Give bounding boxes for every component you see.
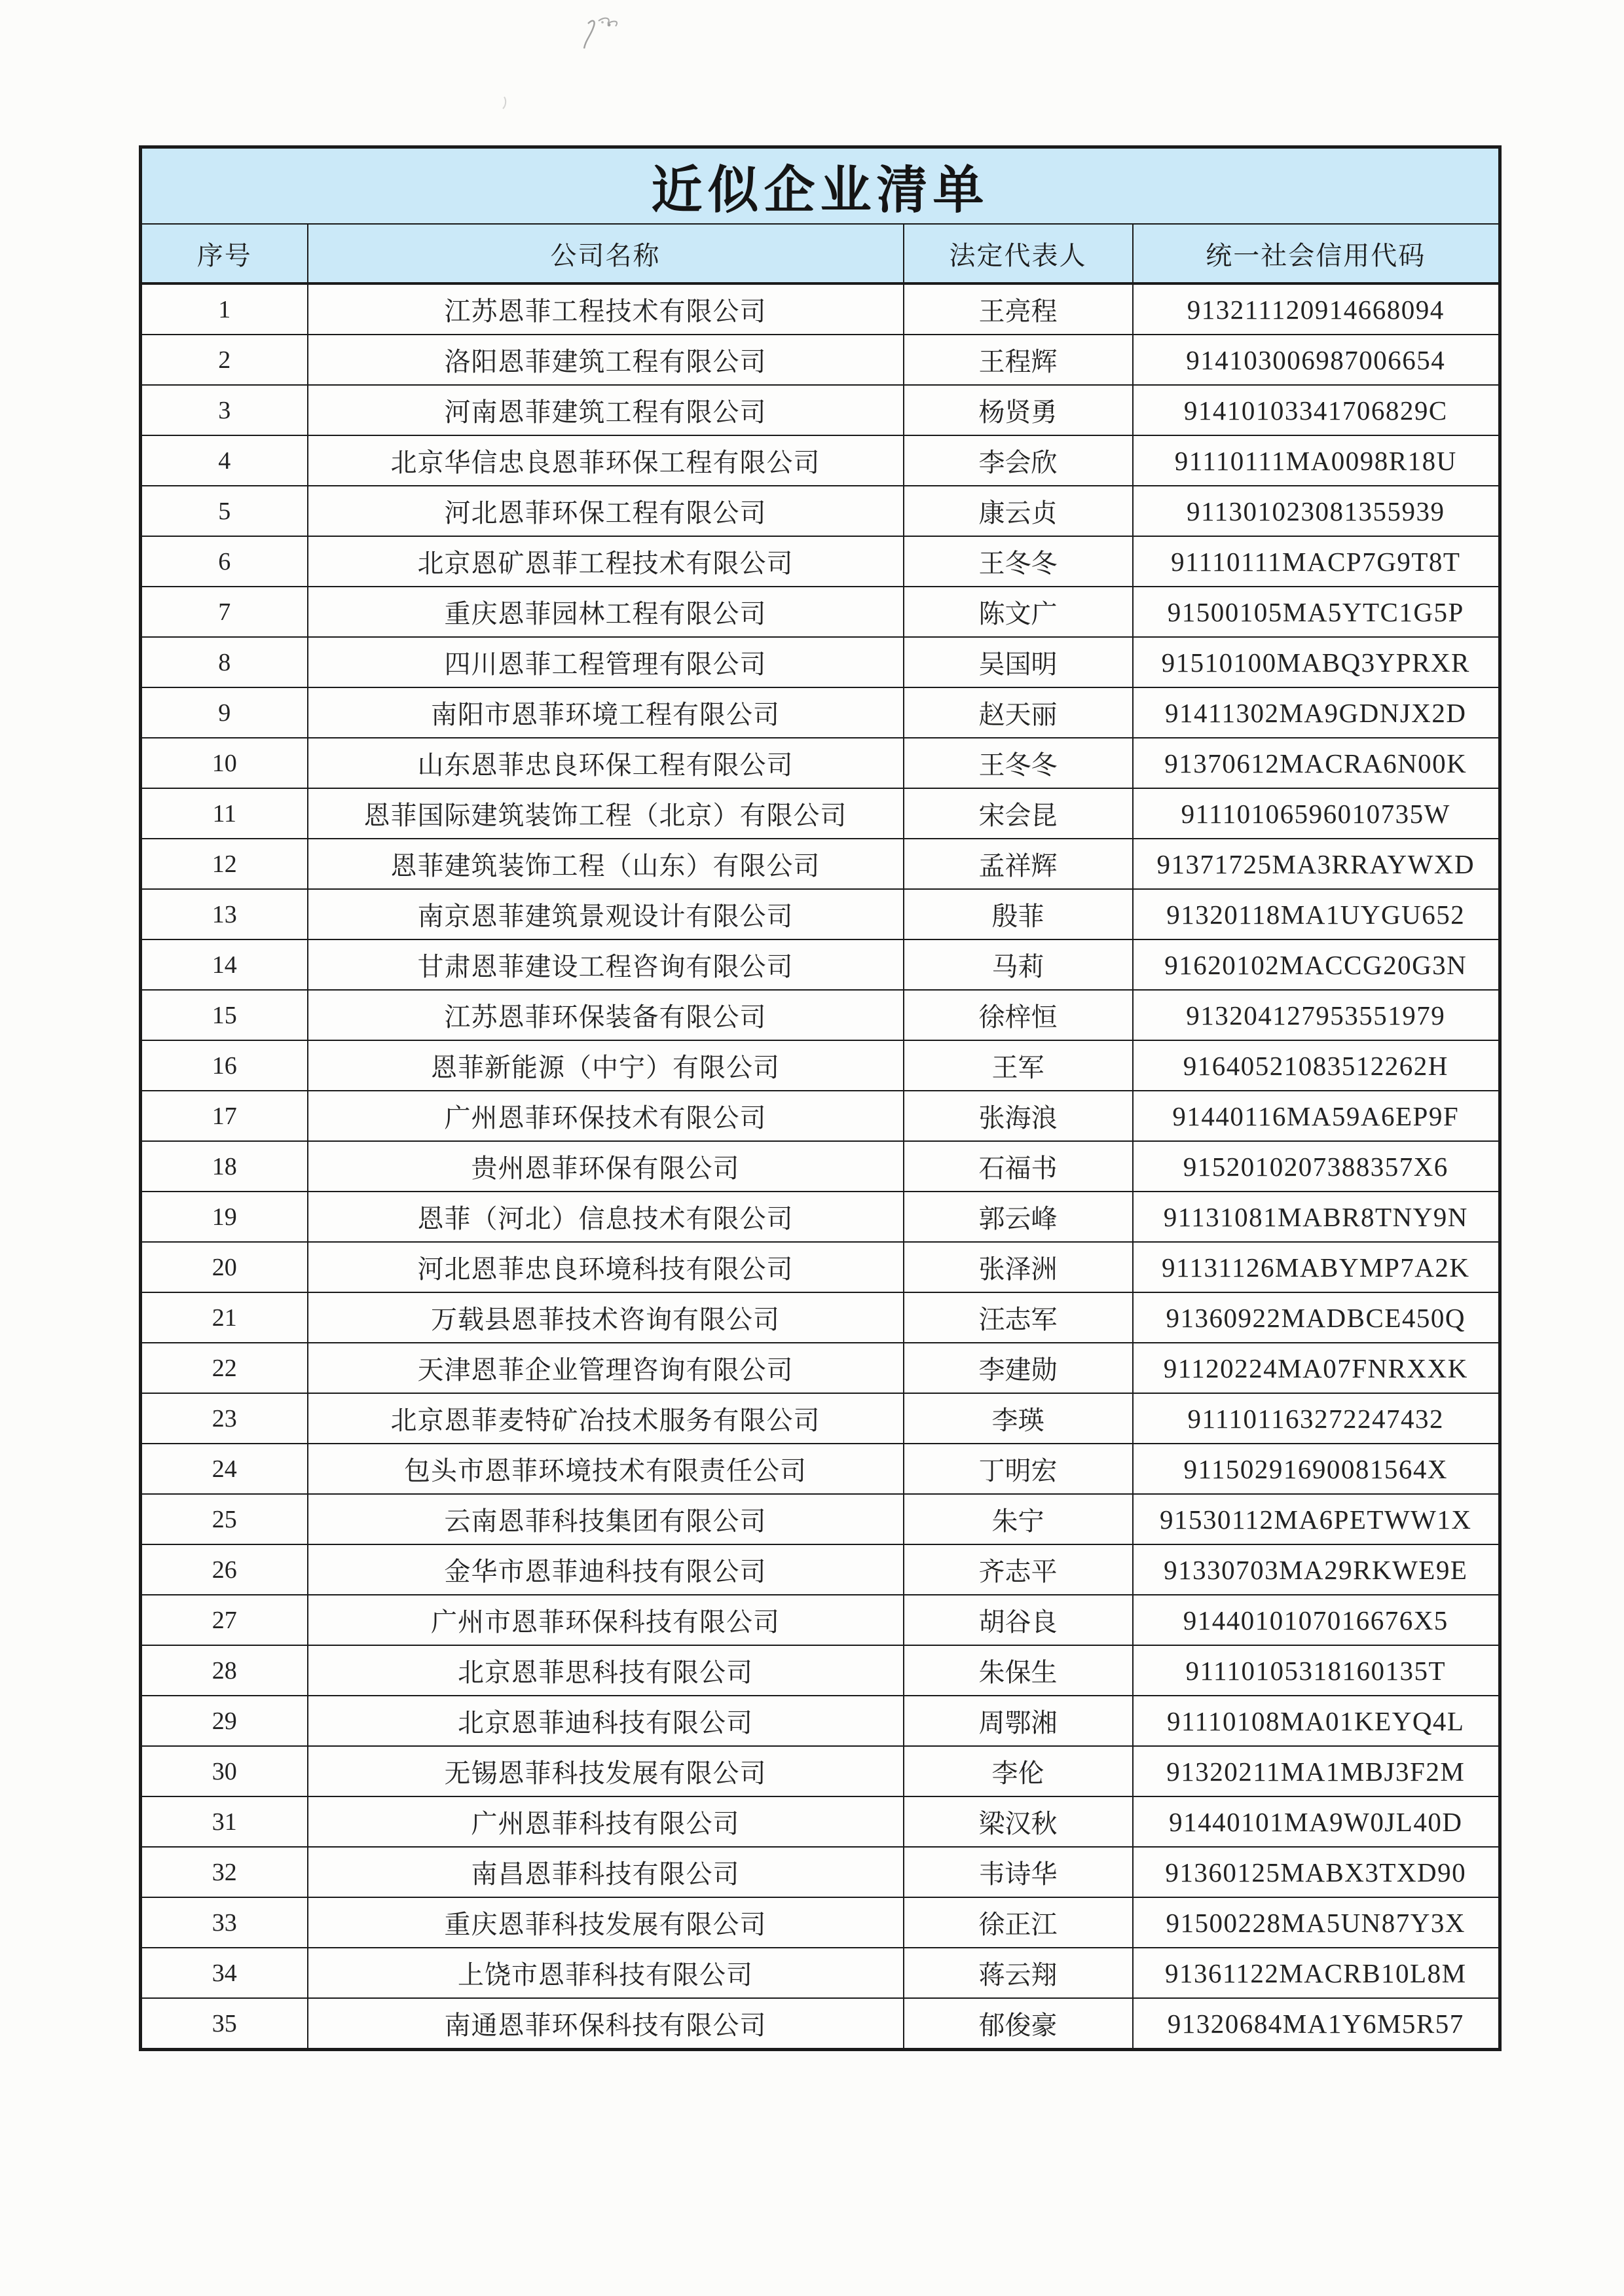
cell-company: 上饶市恩菲科技有限公司	[308, 1948, 904, 1998]
cell-no: 8	[141, 637, 308, 687]
table-row	[141, 1343, 1500, 1393]
cell-no: 1	[141, 283, 308, 335]
col-header-no: 序号	[141, 224, 308, 283]
cell-no: 5	[141, 486, 308, 536]
table-row	[141, 889, 1500, 939]
cell-credit-code: 913211120914668094	[1133, 283, 1500, 335]
cell-legal-rep: 汪志军	[904, 1292, 1133, 1343]
cell-credit-code: 91110111MACP7G9T8T	[1133, 536, 1500, 587]
table-row	[141, 1847, 1500, 1897]
cell-legal-rep: 李伦	[904, 1746, 1133, 1796]
cell-credit-code: 91131126MABYMP7A2K	[1133, 1242, 1500, 1292]
cell-credit-code: 91371725MA3RRAYWXD	[1133, 839, 1500, 889]
cell-no: 24	[141, 1444, 308, 1494]
col-header-company: 公司名称	[308, 224, 904, 283]
table-row	[141, 1544, 1500, 1595]
cell-company: 河北恩菲忠良环境科技有限公司	[308, 1242, 904, 1292]
cell-company: 洛阳恩菲建筑工程有限公司	[308, 335, 904, 385]
cell-credit-code: 91530112MA6PETWW1X	[1133, 1494, 1500, 1544]
cell-credit-code: 91320118MA1UYGU652	[1133, 889, 1500, 939]
cell-company: 北京恩菲思科技有限公司	[308, 1645, 904, 1696]
cell-credit-code: 9144010107016676X5	[1133, 1595, 1500, 1645]
cell-company: 广州市恩菲环保科技有限公司	[308, 1595, 904, 1645]
cell-company: 南通恩菲环保科技有限公司	[308, 1998, 904, 2050]
cell-company: 南昌恩菲科技有限公司	[308, 1847, 904, 1897]
table-row	[141, 587, 1500, 637]
table-row	[141, 1444, 1500, 1494]
cell-legal-rep: 徐梓恒	[904, 990, 1133, 1040]
cell-legal-rep: 徐正江	[904, 1897, 1133, 1948]
cell-legal-rep: 朱宁	[904, 1494, 1133, 1544]
cell-legal-rep: 张海浪	[904, 1091, 1133, 1141]
cell-legal-rep: 丁明宏	[904, 1444, 1133, 1494]
similar-enterprises-table	[139, 145, 1498, 2051]
cell-no: 29	[141, 1696, 308, 1746]
table-row	[141, 536, 1500, 587]
table-row	[141, 1091, 1500, 1141]
cell-legal-rep: 李瑛	[904, 1393, 1133, 1444]
cell-credit-code: 91620102MACCG20G3N	[1133, 939, 1500, 990]
cell-no: 18	[141, 1141, 308, 1192]
cell-credit-code: 91320684MA1Y6M5R57	[1133, 1998, 1500, 2050]
cell-company: 广州恩菲环保技术有限公司	[308, 1091, 904, 1141]
cell-no: 34	[141, 1948, 308, 1998]
cell-legal-rep: 王冬冬	[904, 738, 1133, 788]
cell-legal-rep: 王军	[904, 1040, 1133, 1091]
cell-credit-code: 91510100MABQ3YPRXR	[1133, 637, 1500, 687]
cell-legal-rep: 赵天丽	[904, 687, 1133, 738]
cell-legal-rep: 马莉	[904, 939, 1133, 990]
cell-company: 北京华信忠良恩菲环保工程有限公司	[308, 435, 904, 486]
table-row	[141, 1948, 1500, 1998]
cell-legal-rep: 康云贞	[904, 486, 1133, 536]
table-row	[141, 1645, 1500, 1696]
scan-artifact-tick	[498, 92, 524, 115]
cell-legal-rep: 郁俊豪	[904, 1998, 1133, 2050]
table-row	[141, 1292, 1500, 1343]
table-row	[141, 738, 1500, 788]
cell-no: 21	[141, 1292, 308, 1343]
title-row	[141, 147, 1500, 225]
cell-no: 27	[141, 1595, 308, 1645]
cell-company: 恩菲（河北）信息技术有限公司	[308, 1192, 904, 1242]
cell-company: 北京恩菲迪科技有限公司	[308, 1696, 904, 1746]
scan-artifact-squiggle	[576, 14, 635, 60]
table-row	[141, 788, 1500, 839]
cell-company: 山东恩菲忠良环保工程有限公司	[308, 738, 904, 788]
table-row	[141, 1998, 1500, 2050]
cell-credit-code: 91360125MABX3TXD90	[1133, 1847, 1500, 1897]
cell-credit-code: 91330703MA29RKWE9E	[1133, 1544, 1500, 1595]
cell-credit-code: 91361122MACRB10L8M	[1133, 1948, 1500, 1998]
cell-no: 30	[141, 1746, 308, 1796]
cell-credit-code: 91640521083512262H	[1133, 1040, 1500, 1091]
cell-no: 20	[141, 1242, 308, 1292]
cell-no: 23	[141, 1393, 308, 1444]
cell-legal-rep: 韦诗华	[904, 1847, 1133, 1897]
cell-no: 14	[141, 939, 308, 990]
col-header-credit-code: 统一社会信用代码	[1133, 224, 1500, 283]
cell-no: 22	[141, 1343, 308, 1393]
table-row	[141, 839, 1500, 889]
cell-company: 天津恩菲企业管理咨询有限公司	[308, 1343, 904, 1393]
cell-legal-rep: 李建勋	[904, 1343, 1133, 1393]
cell-no: 12	[141, 839, 308, 889]
cell-credit-code: 91500228MA5UN87Y3X	[1133, 1897, 1500, 1948]
col-header-legal-rep: 法定代表人	[904, 224, 1133, 283]
table-row	[141, 1192, 1500, 1242]
cell-company: 包头市恩菲环境技术有限责任公司	[308, 1444, 904, 1494]
table-row	[141, 687, 1500, 738]
table-row	[141, 637, 1500, 687]
cell-company: 北京恩矿恩菲工程技术有限公司	[308, 536, 904, 587]
cell-legal-rep: 周鄂湘	[904, 1696, 1133, 1746]
cell-legal-rep: 朱保生	[904, 1645, 1133, 1696]
cell-no: 15	[141, 990, 308, 1040]
cell-company: 金华市恩菲迪科技有限公司	[308, 1544, 904, 1595]
cell-legal-rep: 梁汉秋	[904, 1796, 1133, 1847]
cell-credit-code: 91360922MADBCE450Q	[1133, 1292, 1500, 1343]
cell-company: 河北恩菲环保工程有限公司	[308, 486, 904, 536]
table-row	[141, 1393, 1500, 1444]
cell-no: 16	[141, 1040, 308, 1091]
cell-no: 32	[141, 1847, 308, 1897]
table-row	[141, 1040, 1500, 1091]
cell-no: 35	[141, 1998, 308, 2050]
cell-no: 26	[141, 1544, 308, 1595]
cell-no: 11	[141, 788, 308, 839]
table-row	[141, 486, 1500, 536]
cell-company: 万载县恩菲技术咨询有限公司	[308, 1292, 904, 1343]
table-row	[141, 990, 1500, 1040]
cell-legal-rep: 殷菲	[904, 889, 1133, 939]
table-row	[141, 435, 1500, 486]
cell-company: 恩菲国际建筑装饰工程（北京）有限公司	[308, 788, 904, 839]
cell-company: 广州恩菲科技有限公司	[308, 1796, 904, 1847]
table-row	[141, 1696, 1500, 1746]
table-row	[141, 335, 1500, 385]
cell-legal-rep: 吴国明	[904, 637, 1133, 687]
cell-company: 江苏恩菲环保装备有限公司	[308, 990, 904, 1040]
cell-no: 2	[141, 335, 308, 385]
cell-credit-code: 91110111MA0098R18U	[1133, 435, 1500, 486]
cell-no: 17	[141, 1091, 308, 1141]
cell-no: 7	[141, 587, 308, 637]
cell-legal-rep: 石福书	[904, 1141, 1133, 1192]
cell-legal-rep: 王程辉	[904, 335, 1133, 385]
table-row	[141, 1796, 1500, 1847]
cell-no: 25	[141, 1494, 308, 1544]
table-row	[141, 283, 1500, 335]
cell-legal-rep: 王亮程	[904, 283, 1133, 335]
page-title: 近似企业清单	[141, 147, 1500, 225]
cell-credit-code: 91131081MABR8TNY9N	[1133, 1192, 1500, 1242]
cell-legal-rep: 郭云峰	[904, 1192, 1133, 1242]
cell-company: 河南恩菲建筑工程有限公司	[308, 385, 904, 435]
cell-company: 南京恩菲建筑景观设计有限公司	[308, 889, 904, 939]
cell-legal-rep: 李会欣	[904, 435, 1133, 486]
cell-legal-rep: 蒋云翔	[904, 1948, 1133, 1998]
cell-no: 4	[141, 435, 308, 486]
cell-credit-code: 911101163272247432	[1133, 1393, 1500, 1444]
cell-legal-rep: 宋会昆	[904, 788, 1133, 839]
cell-company: 甘肃恩菲建设工程咨询有限公司	[308, 939, 904, 990]
cell-no: 13	[141, 889, 308, 939]
table-row	[141, 939, 1500, 990]
cell-company: 江苏恩菲工程技术有限公司	[308, 283, 904, 335]
table-row	[141, 1595, 1500, 1645]
cell-credit-code: 911301023081355939	[1133, 486, 1500, 536]
cell-credit-code: 91320211MA1MBJ3F2M	[1133, 1746, 1500, 1796]
cell-credit-code: 91110105318160135T	[1133, 1645, 1500, 1696]
cell-credit-code: 9152010207388357X6	[1133, 1141, 1500, 1192]
cell-credit-code: 91110108MA01KEYQ4L	[1133, 1696, 1500, 1746]
cell-credit-code: 913204127953551979	[1133, 990, 1500, 1040]
cell-credit-code: 91370612MACRA6N00K	[1133, 738, 1500, 788]
cell-no: 33	[141, 1897, 308, 1948]
cell-credit-code: 91120224MA07FNRXXK	[1133, 1343, 1500, 1393]
cell-legal-rep: 张泽洲	[904, 1242, 1133, 1292]
cell-no: 3	[141, 385, 308, 435]
table-row	[141, 385, 1500, 435]
table-row	[141, 1897, 1500, 1948]
cell-no: 6	[141, 536, 308, 587]
cell-company: 恩菲新能源（中宁）有限公司	[308, 1040, 904, 1091]
cell-legal-rep: 胡谷良	[904, 1595, 1133, 1645]
cell-legal-rep: 杨贤勇	[904, 385, 1133, 435]
cell-company: 云南恩菲科技集团有限公司	[308, 1494, 904, 1544]
cell-legal-rep: 齐志平	[904, 1544, 1133, 1595]
table-body	[141, 283, 1500, 2050]
cell-credit-code: 91500105MA5YTC1G5P	[1133, 587, 1500, 637]
cell-no: 19	[141, 1192, 308, 1242]
cell-no: 31	[141, 1796, 308, 1847]
cell-credit-code: 91440116MA59A6EP9F	[1133, 1091, 1500, 1141]
cell-company: 无锡恩菲科技发展有限公司	[308, 1746, 904, 1796]
table-row	[141, 1242, 1500, 1292]
cell-credit-code: 91110106596010735W	[1133, 788, 1500, 839]
cell-company: 重庆恩菲科技发展有限公司	[308, 1897, 904, 1948]
cell-credit-code: 91150291690081564X	[1133, 1444, 1500, 1494]
cell-credit-code: 914103006987006654	[1133, 335, 1500, 385]
cell-legal-rep: 孟祥辉	[904, 839, 1133, 889]
table-row	[141, 1141, 1500, 1192]
cell-company: 北京恩菲麦特矿冶技术服务有限公司	[308, 1393, 904, 1444]
cell-no: 10	[141, 738, 308, 788]
cell-credit-code: 91411302MA9GDNJX2D	[1133, 687, 1500, 738]
cell-legal-rep: 王冬冬	[904, 536, 1133, 587]
cell-no: 9	[141, 687, 308, 738]
cell-credit-code: 91440101MA9W0JL40D	[1133, 1796, 1500, 1847]
cell-credit-code: 91410103341706829C	[1133, 385, 1500, 435]
cell-company: 四川恩菲工程管理有限公司	[308, 637, 904, 687]
table-row	[141, 1494, 1500, 1544]
cell-legal-rep: 陈文广	[904, 587, 1133, 637]
column-header-row	[141, 224, 1500, 283]
table-row	[141, 1746, 1500, 1796]
cell-company: 重庆恩菲园林工程有限公司	[308, 587, 904, 637]
cell-company: 恩菲建筑装饰工程（山东）有限公司	[308, 839, 904, 889]
cell-company: 南阳市恩菲环境工程有限公司	[308, 687, 904, 738]
cell-no: 28	[141, 1645, 308, 1696]
cell-company: 贵州恩菲环保有限公司	[308, 1141, 904, 1192]
